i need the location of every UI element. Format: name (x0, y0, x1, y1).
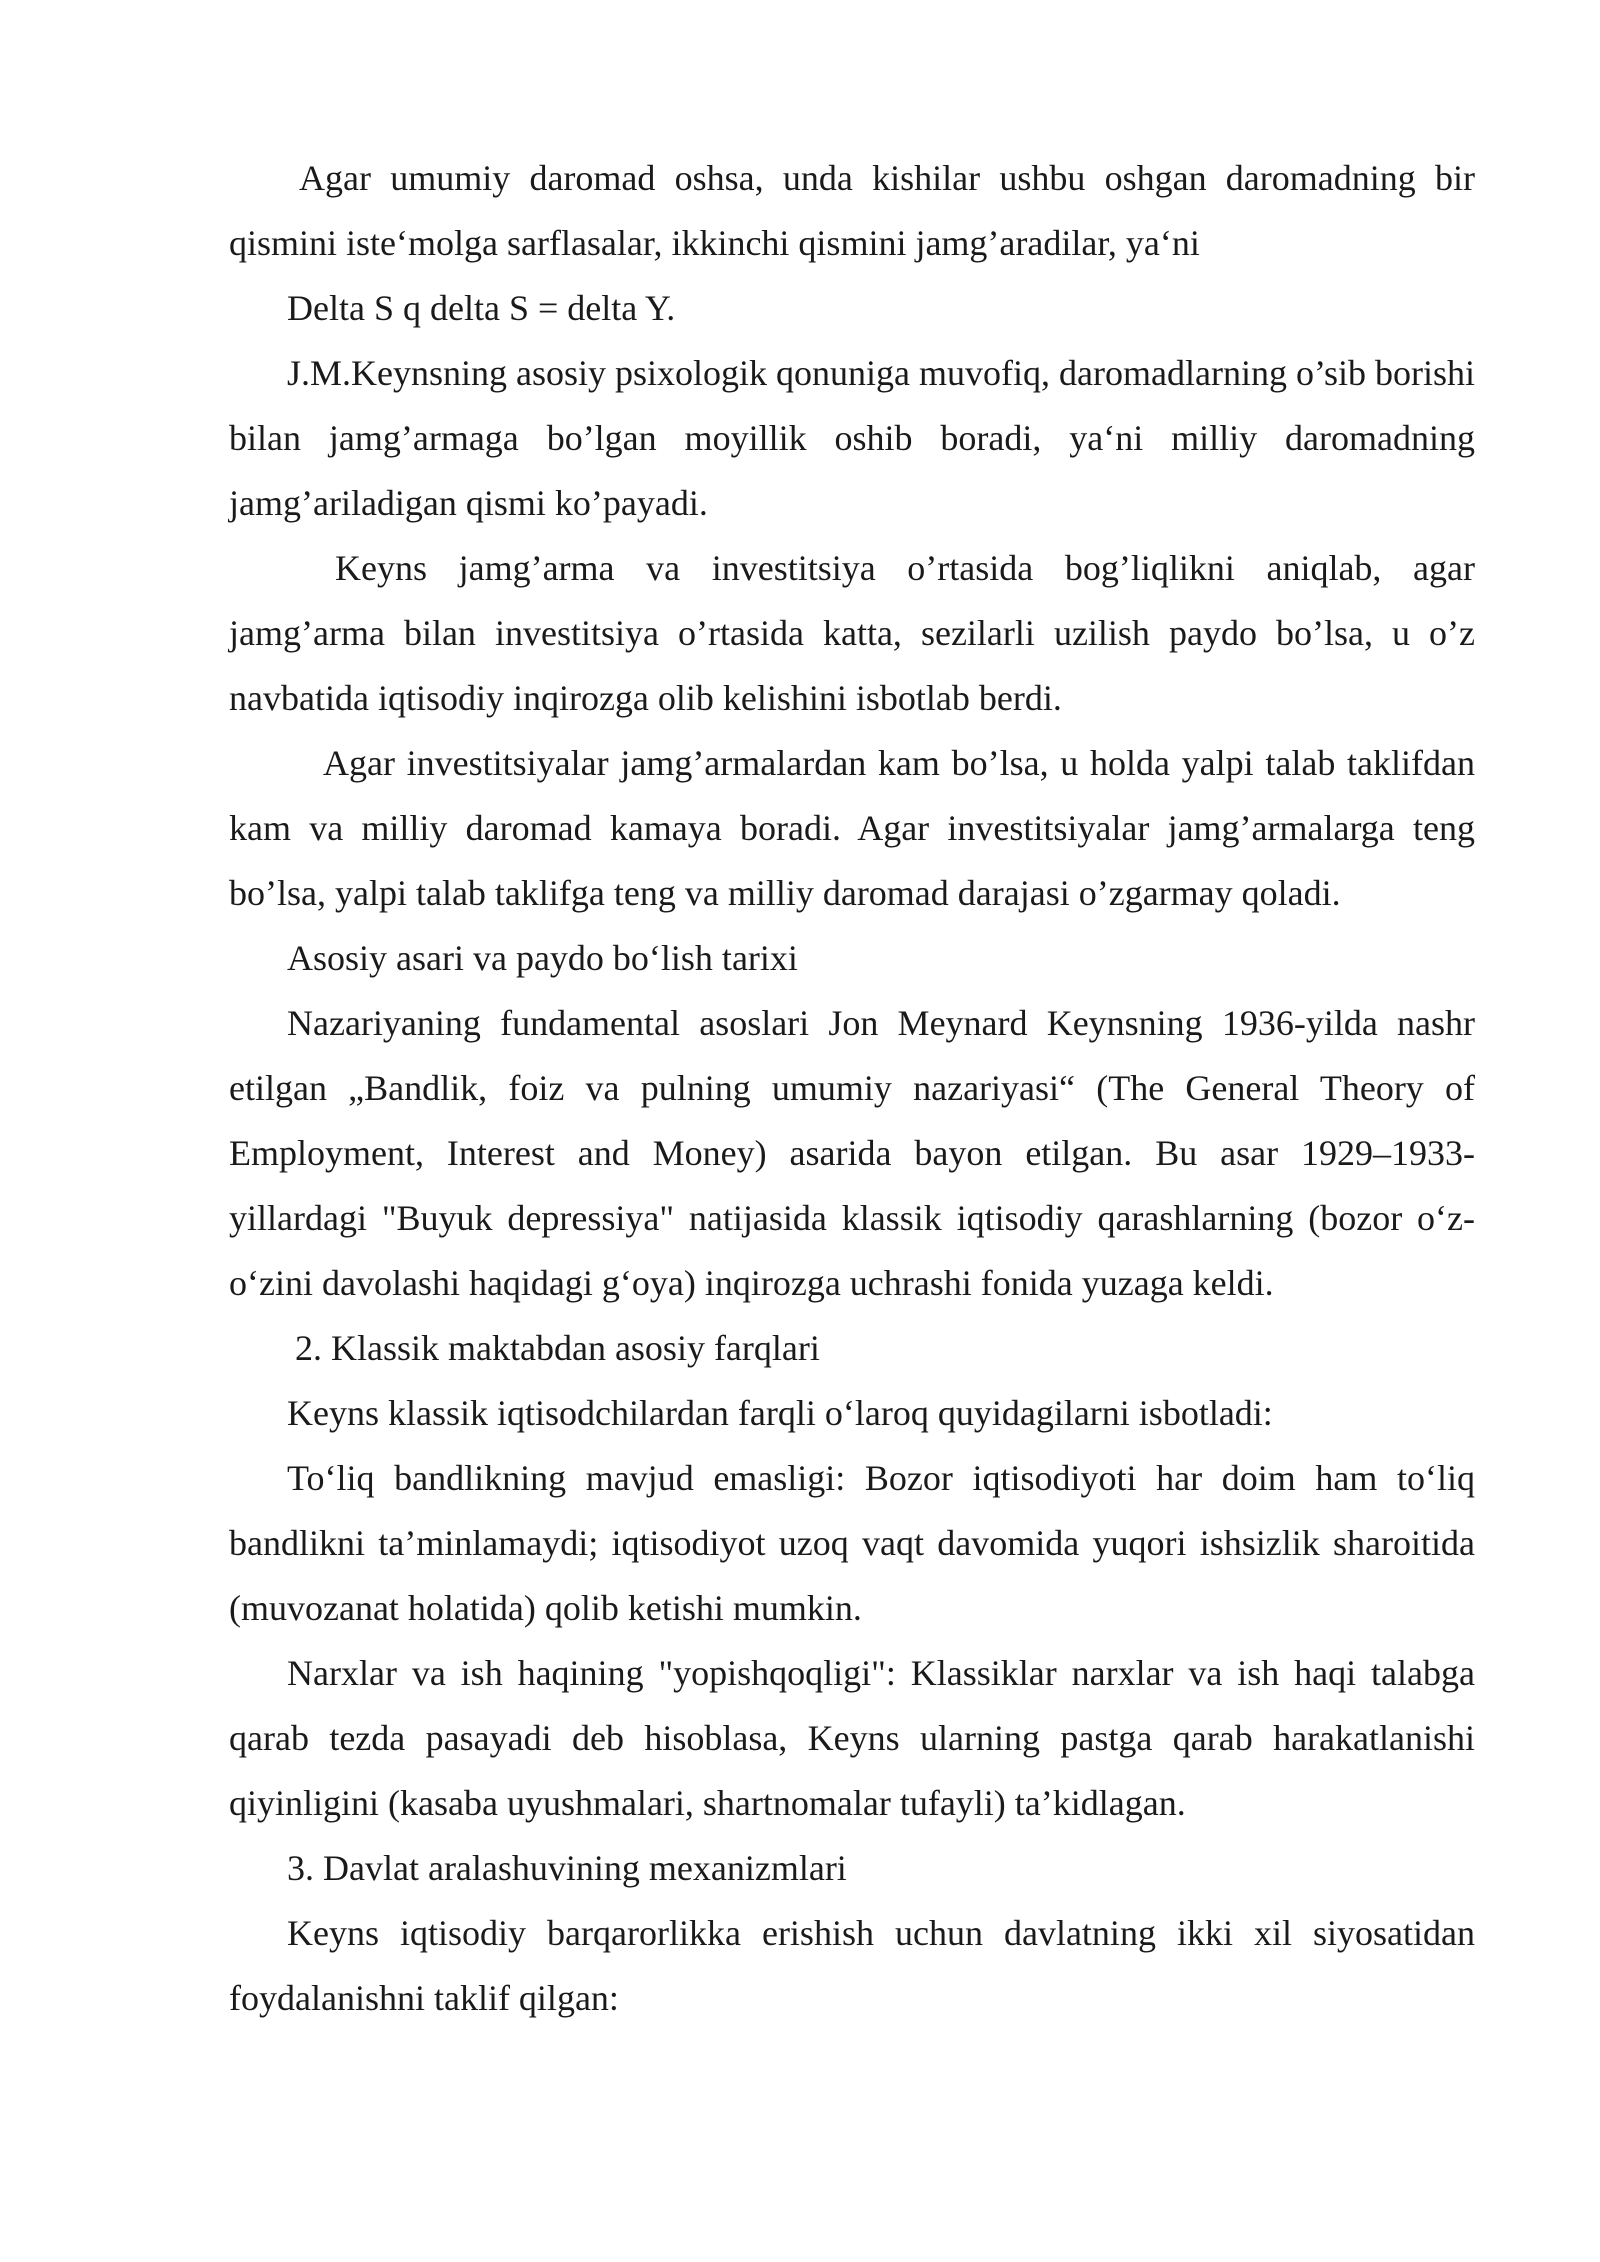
paragraph-full-employment: To‘liq bandlikning mavjud emasligi: Bozor iqtisodiyoti har doim ham to‘liq bandlikni ta’minlamaydi; iqtisodiyot uzoq vaqt davomida yuqori ishsizlik sharoitida (muvozanat holatida) qolib ketishi mumkin. (229, 1458, 1475, 1628)
paragraph-investment-comparison: Agar investitsiyalar jamg’armalardan kam bo’lsa, u holda yalpi talab taklifdan kam va milliy daromad kamaya boradi. Agar investitsiyalar jamg’armalarga teng bo’lsa, yalpi talab taklifga teng va milliy daromad darajasi o’zgarmay qoladi. (229, 743, 1475, 913)
heading-classical-differences: 2. Klassik maktabdan asosiy farqlari (295, 1328, 820, 1368)
paragraph-sticky-prices: Narxlar va ish haqining "yopishqoqligi": Klassiklar narxlar va ish haqi talabga qarab tezda pasayadi deb hisoblasa, Keyns ularning pastga qarab harakatlanishi qiyinligini (kasaba uyushmalari, shartnomalar tufayli) ta’kidlagan. (229, 1653, 1475, 1823)
paragraph-psychological-law: J.M.Keynsning asosiy psixologik qonuniga muvofiq, daromadlarning o’sib borishi bilan jamg’armaga bo’lgan moyillik oshib boradi, ya‘ni milliy daromadning jamg’ariladigan qismi ko’payadi. (229, 353, 1475, 523)
paragraph-general-theory: Nazariyaning fundamental asoslari Jon Meynard Keynsning 1936-yilda nashr etilgan „Bandlik, foiz va pulning umumiy nazariyasi“ (The General Theory of Employment, Interest and Money) asarida bayon etilgan. Bu asar 1929–1933-yillardagi "Buyuk depressiya" natijasida klassik iqtisodiy qarashlarning (bozor o‘z-o‘zini davolashi haqidagi g‘oya) inqirozga uchrashi fonida yuzaga keldi. (229, 1003, 1475, 1303)
paragraph-formula: Delta S q delta S = delta Y. (287, 288, 676, 328)
paragraph-savings-investment: Keyns jamg’arma va investitsiya o’rtasida bog’liqlikni aniqlab, agar jamg’arma bilan investitsiya o’rtasida katta, sezilarli uzilish paydo bo’lsa, u o’z navbatida iqtisodiy inqirozga olib kelishini isbotlab berdi. (229, 548, 1475, 718)
paragraph-keynes-proved: Keyns klassik iqtisodchilardan farqli o‘laroq quyidagilarni isbotladi: (287, 1393, 1273, 1433)
heading-main-work: Asosiy asari va paydo bo‘lish tarixi (287, 938, 798, 978)
paragraph-two-policies: Keyns iqtisodiy barqarorlikka erishish uchun davlatning ikki xil siyosatidan foydalanishni taklif qilgan: (229, 1913, 1475, 2018)
heading-state-intervention: 3. Davlat aralashuvining mexanizmlari (287, 1848, 847, 1888)
document-page (229, 146, 1475, 2031)
paragraph-income-growth: Agar umumiy daromad oshsa, unda kishilar ushbu oshgan daromadning bir qismini iste‘molga sarflasalar, ikkinchi qismini jamg’aradilar, ya‘ni (229, 158, 1475, 263)
